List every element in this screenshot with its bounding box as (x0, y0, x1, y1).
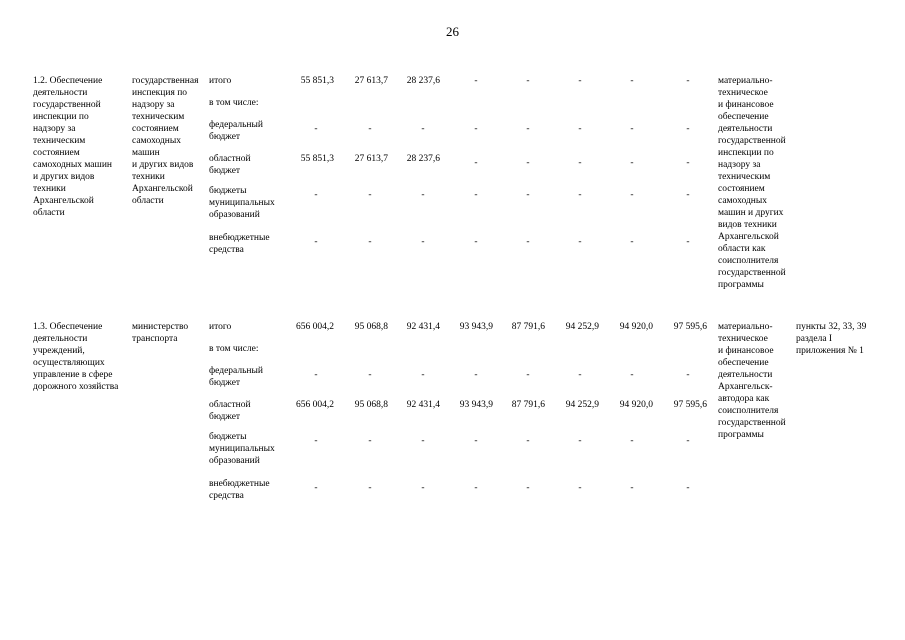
funding-value: 656 004,2 (296, 322, 334, 332)
funding-value: - (578, 158, 582, 168)
funding-value: - (630, 436, 634, 446)
funding-value: - (421, 190, 425, 200)
funding-source-label: внебюджетные средства (209, 479, 270, 501)
section-executor: государственная инспекция по надзору за техническим состоянием самоходных машин и других видов техники Архангельской области (132, 76, 199, 206)
funding-value: 97 595,6 (673, 400, 707, 410)
funding-source-label: итого (209, 322, 232, 332)
funding-value: - (526, 158, 530, 168)
funding-value: - (474, 124, 478, 134)
funding-source-label: внебюджетные средства (209, 233, 270, 255)
funding-value: - (474, 190, 478, 200)
funding-source-label: областной бюджет (209, 400, 251, 422)
funding-source-label: в том числе: (209, 344, 259, 354)
funding-value: 28 237,6 (406, 76, 440, 86)
section-executor: министерство транспорта (132, 322, 189, 344)
funding-value: - (368, 124, 372, 134)
funding-value: - (686, 370, 690, 380)
funding-value: - (526, 76, 530, 86)
funding-value: - (630, 483, 634, 493)
funding-value: - (630, 158, 634, 168)
funding-value: 94 252,9 (565, 400, 599, 410)
section-result: материально- техническое и финансовое обеспечение деятельности Архангельск- автодора как соисполнителя государственной программы (718, 322, 786, 440)
funding-value: - (578, 76, 582, 86)
funding-value: - (578, 483, 582, 493)
funding-value: - (686, 124, 690, 134)
funding-value: - (421, 237, 425, 247)
funding-value: 93 943,9 (459, 400, 493, 410)
funding-source-label: областной бюджет (209, 154, 251, 176)
funding-value: 94 252,9 (565, 322, 599, 332)
section-reference: пункты 32, 33, 39 раздела I приложения № 1 (796, 322, 867, 356)
funding-value: 93 943,9 (459, 322, 493, 332)
funding-value: - (578, 190, 582, 200)
funding-value: 87 791,6 (511, 322, 545, 332)
funding-value: 87 791,6 (511, 400, 545, 410)
funding-value: - (474, 370, 478, 380)
funding-value: - (686, 76, 690, 86)
funding-value: - (578, 237, 582, 247)
funding-value: 27 613,7 (354, 154, 388, 164)
funding-value: - (368, 190, 372, 200)
funding-value: - (368, 436, 372, 446)
funding-value: - (686, 158, 690, 168)
page-number: 26 (446, 24, 459, 39)
funding-value: - (474, 158, 478, 168)
funding-value: - (314, 483, 318, 493)
funding-value: 95 068,8 (354, 400, 388, 410)
funding-value: 27 613,7 (354, 76, 388, 86)
funding-value: - (421, 370, 425, 380)
funding-value: - (421, 436, 425, 446)
funding-value: - (526, 124, 530, 134)
funding-value: - (421, 124, 425, 134)
funding-value: - (630, 76, 634, 86)
funding-value: - (630, 370, 634, 380)
section-result: материально- техническое и финансовое обеспечение деятельности государственной инспекции по надзору за техническим состоянием самоходных машин и других видов техники Архангельской области как соисполнителя государственной программы (718, 76, 786, 290)
funding-value: - (474, 483, 478, 493)
funding-value: - (314, 436, 318, 446)
funding-value: - (686, 436, 690, 446)
funding-value: 92 431,4 (406, 400, 440, 410)
funding-value: - (630, 237, 634, 247)
funding-source-label: федеральный бюджет (209, 120, 263, 142)
funding-value: - (686, 237, 690, 247)
funding-value: - (578, 436, 582, 446)
funding-value: 656 004,2 (296, 400, 334, 410)
funding-source-label: в том числе: (209, 98, 259, 108)
funding-value: - (526, 370, 530, 380)
funding-value: 55 851,3 (300, 154, 334, 164)
funding-value: - (526, 483, 530, 493)
funding-value: - (368, 370, 372, 380)
funding-value: 92 431,4 (406, 322, 440, 332)
funding-value: - (526, 190, 530, 200)
funding-value: - (314, 237, 318, 247)
funding-value: 97 595,6 (673, 322, 707, 332)
section-code-name: 1.2. Обеспечение деятельности государственной инспекции по надзору за техническим состоянием самоходных машин и других видов техники Архангельской области (33, 76, 113, 218)
funding-source-label: федеральный бюджет (209, 366, 263, 388)
funding-value: - (630, 190, 634, 200)
funding-value: - (474, 76, 478, 86)
funding-value: - (526, 436, 530, 446)
funding-value: - (578, 124, 582, 134)
funding-source-label: бюджеты муниципальных образований (209, 186, 275, 220)
section-code-name: 1.3. Обеспечение деятельности учреждений, осуществляющих управление в сфере дорожного хозяйства (33, 322, 119, 392)
funding-value: - (474, 436, 478, 446)
funding-value: 94 920,0 (619, 400, 653, 410)
funding-value: - (630, 124, 634, 134)
funding-source-label: бюджеты муниципальных образований (209, 432, 275, 466)
funding-value: - (368, 237, 372, 247)
funding-value: - (368, 483, 372, 493)
funding-value: - (526, 237, 530, 247)
funding-value: - (314, 124, 318, 134)
funding-value: 95 068,8 (354, 322, 388, 332)
funding-value: - (578, 370, 582, 380)
funding-value: - (314, 190, 318, 200)
funding-value: - (474, 237, 478, 247)
funding-value: - (314, 370, 318, 380)
funding-value: - (686, 483, 690, 493)
funding-value: 28 237,6 (406, 154, 440, 164)
funding-value: 94 920,0 (619, 322, 653, 332)
funding-value: - (686, 190, 690, 200)
funding-value: 55 851,3 (300, 76, 334, 86)
funding-source-label: итого (209, 76, 232, 86)
funding-value: - (421, 483, 425, 493)
